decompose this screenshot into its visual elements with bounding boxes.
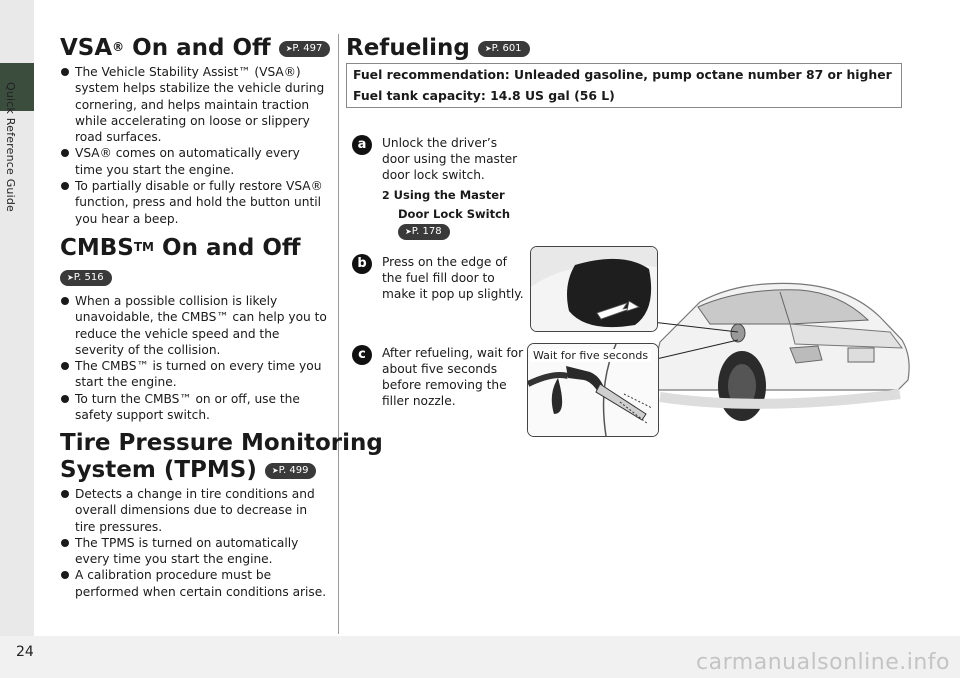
vsa-section xyxy=(60,35,328,227)
master-door-lock-page-ref[interactable]: ➤P. 178 xyxy=(398,224,450,240)
step-text: Unlock the driver’s door using the master door lock switch. xyxy=(382,136,518,182)
tpms-bullets xyxy=(60,486,328,600)
cmbs-heading: CMBS™ On and Off xyxy=(60,235,301,261)
fuel-door-inset xyxy=(530,246,658,332)
refuel-step-c xyxy=(352,345,524,409)
bullet-item: The TPMS is turned on automatically every time you start the engine. xyxy=(60,535,328,568)
bullet-item: To partially disable or fully restore VSA® function, press and hold the button until you hear a beep. xyxy=(60,178,328,227)
refuel-step-a xyxy=(352,135,524,240)
bullet-item: When a possible collision is likely unavoidable, the CMBS™ can help you to reduce the vehicle speed and the severity of the collision. xyxy=(60,293,328,358)
bullet-item: The Vehicle Stability Assist™ (VSA®) system helps stabilize the vehicle during cornering, and helps maintain traction while accelerating on loose or slippery road surfaces. xyxy=(60,64,328,145)
step-text: Press on the edge of the fuel fill door to make it pop up slightly. xyxy=(382,255,524,301)
watermark: carmanualsonline.info xyxy=(696,650,950,675)
tpms-heading: Tire Pressure Monitoring System (TPMS) ➤P. 499 xyxy=(60,430,383,483)
refuel-heading: Refueling ➤P. 601 xyxy=(346,35,530,62)
master-door-lock-ref-link[interactable]: 2 Using the Master Door Lock Switch xyxy=(382,188,511,221)
column-divider xyxy=(338,34,339,634)
bullet-item: To turn the CMBS™ on or off, use the safety support switch. xyxy=(60,391,328,424)
refuel-step-b xyxy=(352,254,524,302)
cmbs-section xyxy=(60,235,328,423)
fuel-tank-capacity: Fuel tank capacity: 14.8 US gal (56 L) xyxy=(353,88,615,103)
section-label: Quick Reference Guide xyxy=(4,82,17,212)
refuel-page-ref-link[interactable]: ➤P. 601 xyxy=(478,41,530,57)
vsa-page-ref-link[interactable]: ➤P. 497 xyxy=(279,41,331,57)
vsa-heading: VSA® On and Off ➤P. 497 xyxy=(60,35,328,62)
fuel-spec-box xyxy=(346,63,902,108)
cmbs-bullets xyxy=(60,293,328,423)
step-text: After refueling, wait for about five seconds before removing the filler nozzle. xyxy=(382,346,524,408)
wait-five-seconds-label: Wait for five seconds xyxy=(530,349,651,362)
cross-ref-arrow-icon: 2 xyxy=(382,189,390,202)
refuel-heading-wrap xyxy=(346,35,530,62)
bullet-item: The CMBS™ is turned on every time you start the engine. xyxy=(60,358,328,391)
tpms-section xyxy=(60,430,383,600)
bullet-item: Detects a change in tire conditions and overall dimensions due to decrease in tire pressures. xyxy=(60,486,328,535)
page-number: 24 xyxy=(16,644,34,660)
step-number-badge: b xyxy=(352,254,372,274)
bullet-item: VSA® comes on automatically every time you start the engine. xyxy=(60,145,328,178)
vsa-bullets xyxy=(60,64,328,227)
tpms-page-ref-link[interactable]: ➤P. 499 xyxy=(265,463,317,479)
step-number-badge: c xyxy=(352,345,372,365)
fuel-recommendation: Fuel recommendation: Unleaded gasoline, pump octane number 87 or higher xyxy=(353,67,892,82)
cmbs-page-ref-link[interactable]: ➤P. 516 xyxy=(60,270,112,286)
step-number-badge: a xyxy=(352,135,372,155)
fuel-door-illustration xyxy=(531,247,657,331)
bullet-item: A calibration procedure must be performed when certain conditions arise. xyxy=(60,567,328,600)
